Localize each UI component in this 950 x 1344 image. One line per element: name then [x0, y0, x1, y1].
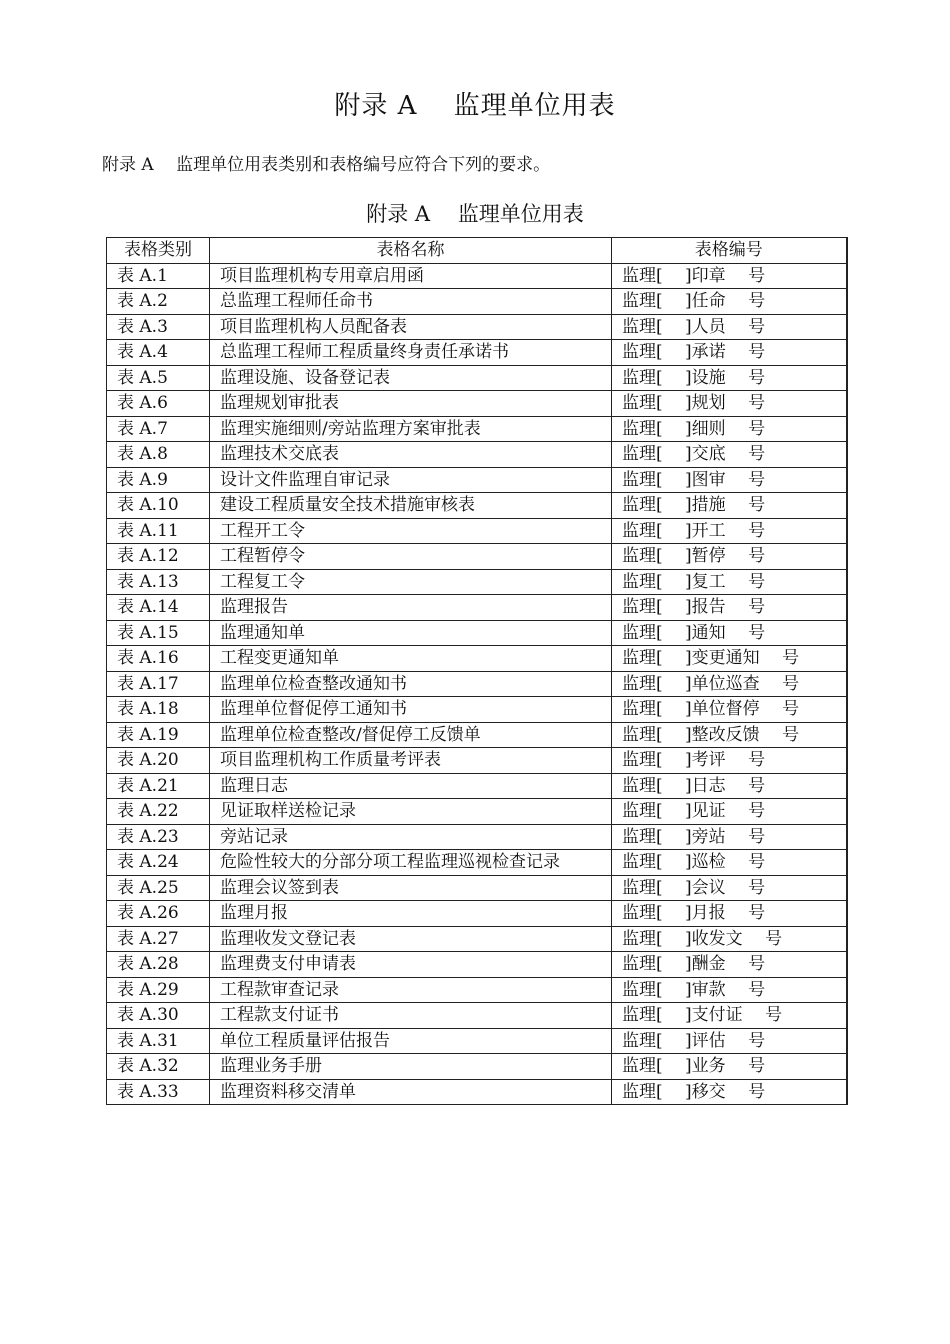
table-body	[107, 263, 847, 1105]
cell-category: 表 A.11	[107, 518, 210, 544]
cell-category: 表 A.22	[107, 799, 210, 825]
cell-form-name: 工程变更通知单	[210, 646, 612, 672]
cell-form-name: 监理收发文登记表	[210, 926, 612, 952]
cell-form-number: 监理[ ]图审 号	[612, 467, 847, 493]
cell-form-name: 建设工程质量安全技术措施审核表	[210, 493, 612, 519]
table-row	[107, 850, 847, 876]
table-row	[107, 977, 847, 1003]
cell-category: 表 A.30	[107, 1003, 210, 1029]
cell-form-number: 监理[ ]巡检 号	[612, 850, 847, 876]
cell-form-number: 监理[ ]收发文 号	[612, 926, 847, 952]
cell-form-name: 单位工程质量评估报告	[210, 1028, 612, 1054]
cell-category: 表 A.25	[107, 875, 210, 901]
table-row	[107, 442, 847, 468]
cell-form-number: 监理[ ]业务 号	[612, 1054, 847, 1080]
cell-form-number: 监理[ ]移交 号	[612, 1079, 847, 1105]
table-row	[107, 824, 847, 850]
cell-category: 表 A.19	[107, 722, 210, 748]
header-name: 表格名称	[210, 238, 612, 264]
cell-category: 表 A.5	[107, 365, 210, 391]
header-category: 表格类别	[107, 238, 210, 264]
table-row	[107, 340, 847, 366]
table-row	[107, 875, 847, 901]
cell-form-name: 危险性较大的分部分项工程监理巡视检查记录	[210, 850, 612, 876]
page-title: 附录 A 监理单位用表	[334, 91, 616, 121]
cell-form-name: 监理设施、设备登记表	[210, 365, 612, 391]
cell-form-number: 监理[ ]考评 号	[612, 748, 847, 774]
cell-category: 表 A.18	[107, 697, 210, 723]
cell-category: 表 A.26	[107, 901, 210, 927]
table-row	[107, 518, 847, 544]
cell-category: 表 A.28	[107, 952, 210, 978]
cell-category: 表 A.15	[107, 620, 210, 646]
table-header-row	[107, 238, 847, 264]
table-row	[107, 391, 847, 417]
cell-form-number: 监理[ ]人员 号	[612, 314, 847, 340]
cell-category: 表 A.29	[107, 977, 210, 1003]
table-row	[107, 365, 847, 391]
cell-form-number: 监理[ ]报告 号	[612, 595, 847, 621]
cell-category: 表 A.23	[107, 824, 210, 850]
cell-category: 表 A.16	[107, 646, 210, 672]
cell-category: 表 A.9	[107, 467, 210, 493]
table-row	[107, 595, 847, 621]
cell-form-number: 监理[ ]审款 号	[612, 977, 847, 1003]
table-row	[107, 1079, 847, 1105]
table-row	[107, 314, 847, 340]
table-row	[107, 671, 847, 697]
cell-form-name: 设计文件监理自审记录	[210, 467, 612, 493]
table-row	[107, 697, 847, 723]
cell-category: 表 A.1	[107, 263, 210, 289]
cell-category: 表 A.20	[107, 748, 210, 774]
cell-form-name: 监理业务手册	[210, 1054, 612, 1080]
forms-table	[106, 237, 848, 1105]
table-row	[107, 544, 847, 570]
cell-category: 表 A.31	[107, 1028, 210, 1054]
cell-category: 表 A.8	[107, 442, 210, 468]
cell-category: 表 A.6	[107, 391, 210, 417]
table-row	[107, 748, 847, 774]
cell-form-number: 监理[ ]印章 号	[612, 263, 847, 289]
cell-form-name: 项目监理机构工作质量考评表	[210, 748, 612, 774]
cell-form-number: 监理[ ]评估 号	[612, 1028, 847, 1054]
cell-form-name: 监理实施细则/旁站监理方案审批表	[210, 416, 612, 442]
table-row	[107, 952, 847, 978]
header-number: 表格编号	[612, 238, 847, 264]
cell-form-name: 见证取样送检记录	[210, 799, 612, 825]
cell-form-name: 监理会议签到表	[210, 875, 612, 901]
table-row	[107, 620, 847, 646]
cell-form-number: 监理[ ]细则 号	[612, 416, 847, 442]
cell-category: 表 A.4	[107, 340, 210, 366]
cell-form-name: 总监理工程师任命书	[210, 289, 612, 315]
cell-form-name: 监理通知单	[210, 620, 612, 646]
cell-form-number: 监理[ ]承诺 号	[612, 340, 847, 366]
cell-form-name: 监理技术交底表	[210, 442, 612, 468]
cell-form-name: 总监理工程师工程质量终身责任承诺书	[210, 340, 612, 366]
cell-form-number: 监理[ ]通知 号	[612, 620, 847, 646]
cell-form-number: 监理[ ]复工 号	[612, 569, 847, 595]
cell-form-number: 监理[ ]酬金 号	[612, 952, 847, 978]
cell-form-number: 监理[ ]变更通知 号	[612, 646, 847, 672]
cell-form-number: 监理[ ]暂停 号	[612, 544, 847, 570]
table-row	[107, 467, 847, 493]
cell-form-number: 监理[ ]单位巡查 号	[612, 671, 847, 697]
table-row	[107, 1054, 847, 1080]
cell-form-number: 监理[ ]旁站 号	[612, 824, 847, 850]
cell-form-number: 监理[ ]措施 号	[612, 493, 847, 519]
cell-category: 表 A.10	[107, 493, 210, 519]
cell-category: 表 A.17	[107, 671, 210, 697]
intro-paragraph: 附录 A 监理单位用表类别和表格编号应符合下列的要求。	[102, 155, 551, 175]
table-row	[107, 1003, 847, 1029]
cell-category: 表 A.27	[107, 926, 210, 952]
table-row	[107, 901, 847, 927]
table-row	[107, 493, 847, 519]
cell-form-number: 监理[ ]整改反馈 号	[612, 722, 847, 748]
cell-form-name: 监理费支付申请表	[210, 952, 612, 978]
cell-form-number: 监理[ ]单位督停 号	[612, 697, 847, 723]
cell-form-name: 监理资料移交清单	[210, 1079, 612, 1105]
cell-form-name: 工程款审查记录	[210, 977, 612, 1003]
cell-category: 表 A.33	[107, 1079, 210, 1105]
cell-form-name: 旁站记录	[210, 824, 612, 850]
cell-category: 表 A.21	[107, 773, 210, 799]
cell-form-name: 工程款支付证书	[210, 1003, 612, 1029]
table-row	[107, 926, 847, 952]
cell-form-number: 监理[ ]设施 号	[612, 365, 847, 391]
cell-category: 表 A.3	[107, 314, 210, 340]
cell-category: 表 A.13	[107, 569, 210, 595]
table-row	[107, 263, 847, 289]
cell-form-number: 监理[ ]月报 号	[612, 901, 847, 927]
cell-category: 表 A.32	[107, 1054, 210, 1080]
cell-category: 表 A.24	[107, 850, 210, 876]
cell-form-number: 监理[ ]规划 号	[612, 391, 847, 417]
cell-form-name: 工程暂停令	[210, 544, 612, 570]
table-row	[107, 1028, 847, 1054]
table-row	[107, 416, 847, 442]
cell-form-number: 监理[ ]交底 号	[612, 442, 847, 468]
cell-form-number: 监理[ ]支付证 号	[612, 1003, 847, 1029]
cell-category: 表 A.14	[107, 595, 210, 621]
cell-form-name: 监理报告	[210, 595, 612, 621]
cell-category: 表 A.7	[107, 416, 210, 442]
cell-form-name: 监理日志	[210, 773, 612, 799]
cell-form-number: 监理[ ]会议 号	[612, 875, 847, 901]
cell-category: 表 A.12	[107, 544, 210, 570]
cell-form-number: 监理[ ]见证 号	[612, 799, 847, 825]
cell-form-name: 监理规划审批表	[210, 391, 612, 417]
cell-form-name: 工程开工令	[210, 518, 612, 544]
cell-form-name: 工程复工令	[210, 569, 612, 595]
cell-form-name: 项目监理机构专用章启用函	[210, 263, 612, 289]
table-caption: 附录 A 监理单位用表	[366, 202, 584, 226]
table-row	[107, 569, 847, 595]
table-row	[107, 722, 847, 748]
cell-form-name: 监理单位督促停工通知书	[210, 697, 612, 723]
cell-form-name: 项目监理机构人员配备表	[210, 314, 612, 340]
table-row	[107, 646, 847, 672]
table-row	[107, 289, 847, 315]
cell-form-name: 监理单位检查整改/督促停工反馈单	[210, 722, 612, 748]
cell-form-name: 监理单位检查整改通知书	[210, 671, 612, 697]
cell-form-number: 监理[ ]开工 号	[612, 518, 847, 544]
table-row	[107, 799, 847, 825]
cell-form-number: 监理[ ]日志 号	[612, 773, 847, 799]
cell-form-name: 监理月报	[210, 901, 612, 927]
cell-category: 表 A.2	[107, 289, 210, 315]
cell-form-number: 监理[ ]任命 号	[612, 289, 847, 315]
table-row	[107, 773, 847, 799]
